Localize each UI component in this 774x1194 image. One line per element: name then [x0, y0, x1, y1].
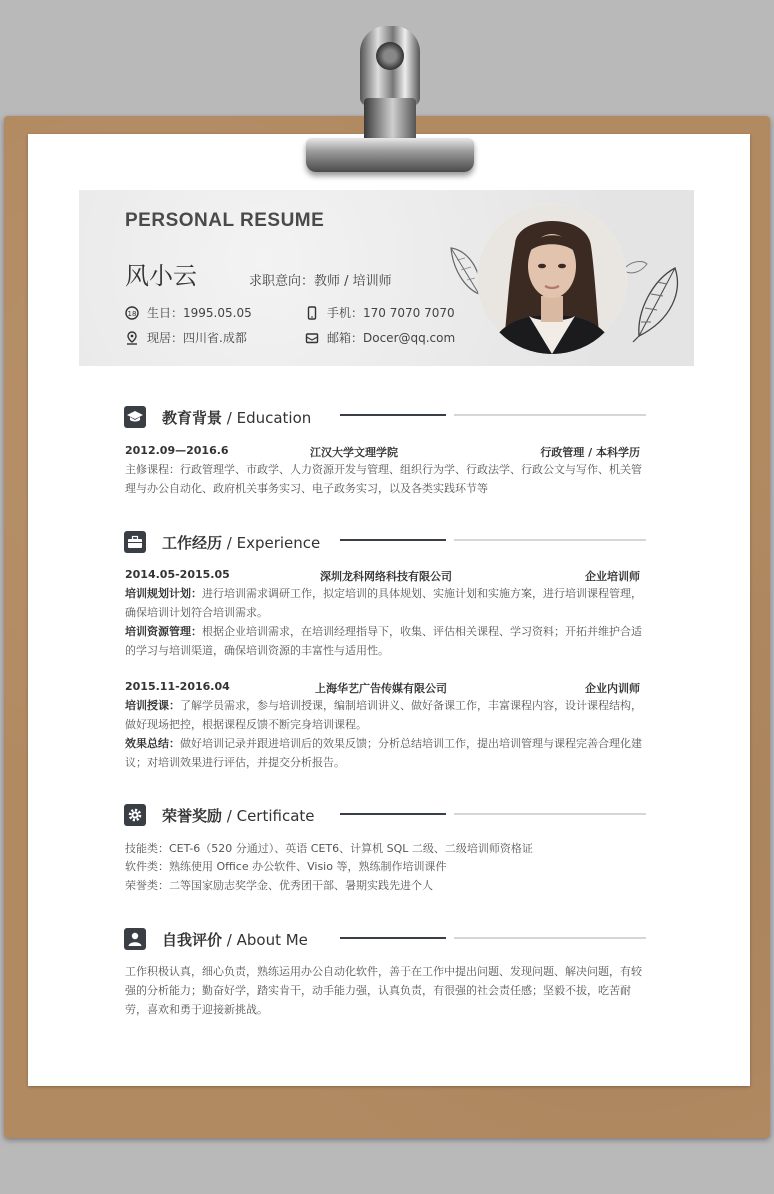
section-divider [454, 937, 646, 939]
section-divider [340, 937, 446, 939]
job-period: 2014.05-2015.05 [125, 568, 230, 581]
section-certificate-header [124, 803, 315, 827]
job-detail: 效果总结：做好培训记录并跟进培训后的效果反馈；分析总结培训工作，提出培训管理与课程完善合理化建议；对培训效果进行评估，并提交分析报告。 [125, 737, 642, 769]
address-info [125, 329, 247, 346]
clip-icon [300, 22, 480, 178]
resume-title: PERSONAL RESUME [125, 210, 325, 231]
job-role: 企业内训师 [585, 682, 640, 695]
section-about-header [124, 927, 308, 951]
job-detail: 培训规划计划：进行培训需求调研工作，拟定培训的具体规划、实施计划和实施方案，进行培训课程管理，确保培训计划符合培训需求。 [125, 587, 642, 619]
certificate-line: 软件类：熟练使用 Office 办公软件、Visio 等，熟练制作培训课件 [125, 860, 447, 873]
birth-text: 生日：1995.05.05 [147, 306, 252, 320]
person-icon [124, 928, 146, 950]
job-detail: 培训资源管理：根据企业培训需求，在培训经理指导下，收集、评估相关课程、学习资料；开拓并维护合适的学习与培训渠道，确保培训资源的丰富性与适用性。 [125, 625, 642, 657]
section-divider [454, 414, 646, 416]
section-title: 工作经历 / Experience [162, 533, 321, 552]
avatar [477, 204, 627, 354]
gear-icon [124, 804, 146, 826]
job-detail: 培训授课：了解学员需求，参与培训授课，编制培训讲义、做好备课工作，丰富课程内容，设计课程结构，做好现场把控，根据课程反馈不断完身培训课程。 [125, 699, 642, 731]
location-icon [125, 331, 139, 345]
section-divider [454, 813, 646, 815]
certificate-line: 技能类：CET-6（520 分通过）、英语 CET6、计算机 SQL 二级、二级培训师资格证 [125, 842, 533, 855]
about-text: 工作积极认真，细心负责，熟练运用办公自动化软件，善于在工作中提出问题、发现问题、解决问题，有较强的分析能力；勤奋好学，踏实肯干，动手能力强，认真负责，有很强的社会责任感；坚毅不拔，吃苦耐劳，喜欢和勇于迎接新挑战。 [125, 965, 642, 1016]
birth-info [125, 304, 252, 321]
candidate-name: 风小云 [125, 262, 197, 290]
job-intent: 求职意向：教师 / 培训师 [249, 274, 392, 289]
section-divider [454, 539, 646, 541]
job-period: 2015.11-2016.04 [125, 680, 230, 693]
education-courses: 主修课程：行政管理学、市政学、人力资源开发与管理、组织行为学、行政法学、行政公文与写作、机关管理与办公自动化、政府机关事务实习、电子政务实习，以及各类实践环节等 [125, 463, 642, 495]
job-company: 深圳龙科网络科技有限公司 [320, 570, 452, 583]
briefcase-icon [124, 531, 146, 553]
section-title: 自我评价 / About Me [162, 930, 308, 949]
resume-header [79, 190, 694, 366]
address-text: 现居：四川省.成都 [147, 331, 247, 345]
section-education-header [124, 405, 311, 429]
education-major: 行政管理 / 本科学历 [540, 446, 640, 459]
section-divider [340, 813, 446, 815]
section-divider [340, 539, 446, 541]
email-info [305, 329, 455, 346]
phone-icon [305, 306, 319, 320]
education-school: 江汉大学文理学院 [310, 446, 398, 459]
certificate-line: 荣誉类：二等国家励志奖学金、优秀团干部、暑期实践先进个人 [125, 879, 433, 892]
mail-icon [305, 331, 319, 345]
section-divider [340, 414, 446, 416]
section-experience-header [124, 530, 320, 554]
education-period: 2012.09—2016.6 [125, 444, 229, 457]
svg-text:18: 18 [127, 309, 137, 318]
section-title: 荣誉奖励 / Certificate [162, 806, 315, 825]
job-role: 企业培训师 [585, 570, 640, 583]
phone-text: 手机：170 7070 7070 [327, 306, 455, 320]
job-company: 上海华艺广告传媒有限公司 [315, 682, 447, 695]
section-title: 教育背景 / Education [162, 408, 312, 427]
email-text: 邮箱：Docer@qq.com [327, 331, 456, 345]
graduation-cap-icon [124, 406, 146, 428]
birthday-icon [125, 306, 139, 320]
phone-info [305, 304, 455, 321]
